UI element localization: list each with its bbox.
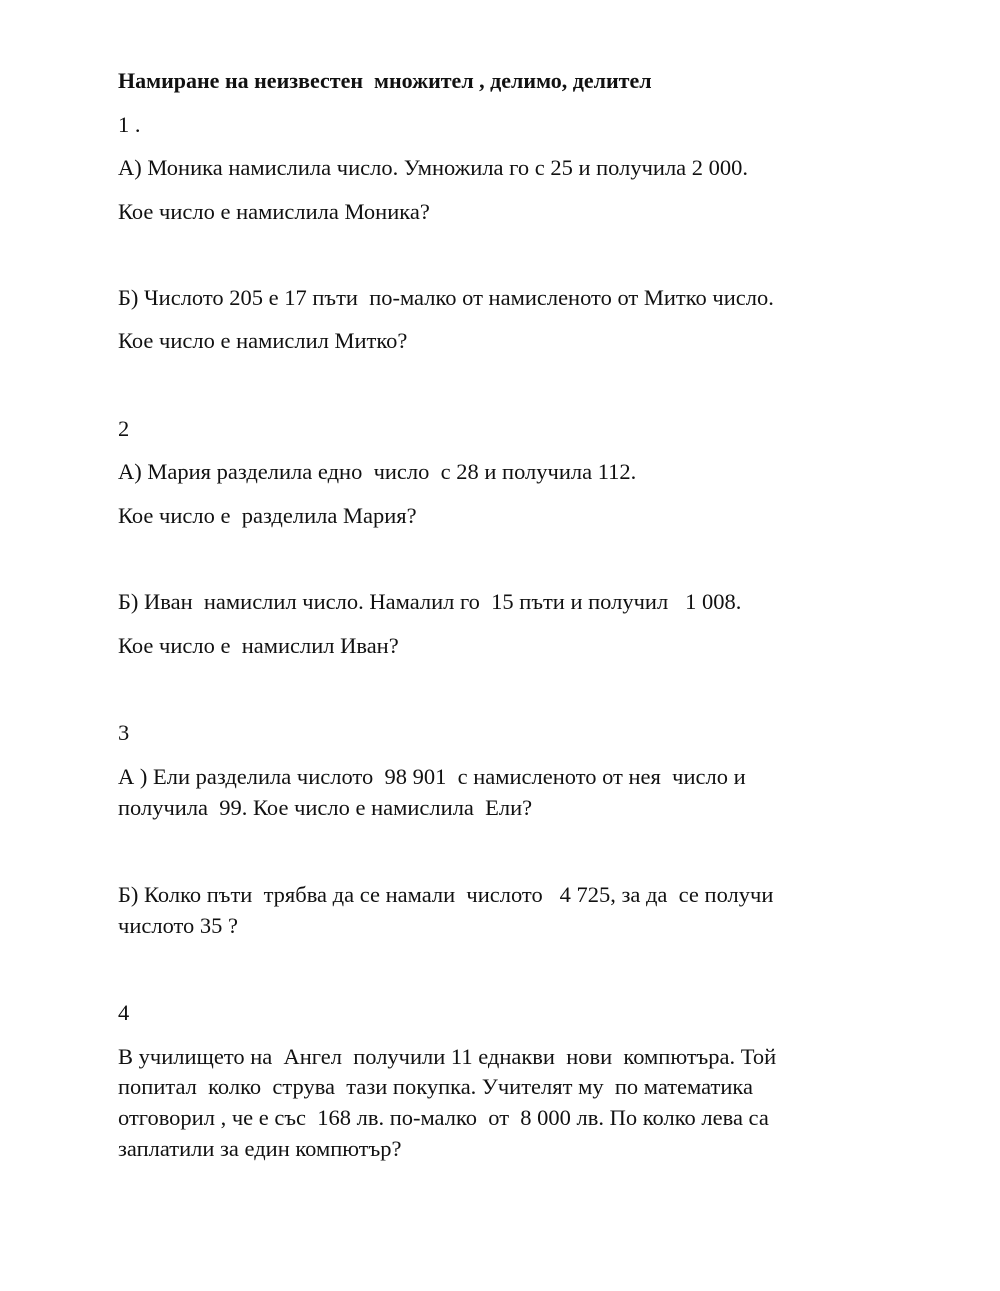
worksheet-title: Намиране на неизвестен множител , делимо, делител [118,68,652,93]
task-4-line-2: попитал колко струва тази покупка. Учителят му по математика [118,1074,753,1099]
task-1b-line-2: Кое число е намислил Митко? [118,328,408,353]
task-3b-line-1: Б) Колко пъти трябва да се намали числото 4 725, за да се получи [118,882,774,907]
task-1b-line-1: Б) Числото 205 е 17 пъти по-малко от намисленото от Митко число. [118,285,774,310]
task-2a-line-2: Кое число е разделила Мария? [118,503,417,528]
task-2b-line-1: Б) Иван намислил число. Намалил го 15 пъти и получил 1 008. [118,589,742,614]
task-2-number: 2 [118,416,130,441]
task-3-number: 3 [118,720,130,745]
task-4-line-1: В училището на Ангел получили 11 еднакви нови компютъра. Той [118,1044,777,1069]
task-1a-line-1: А) Моника намислила число. Умножила го с 25 и получила 2 000. [118,155,749,180]
task-2b-line-2: Кое число е намислил Иван? [118,633,399,658]
task-1-number: 1 . [118,112,141,137]
task-2a-line-1: А) Мария разделила едно число с 28 и получила 112. [118,459,637,484]
task-4-line-3: отговорил , че е със 168 лв. по-малко от 8 000 лв. По колко лева са [118,1105,769,1130]
task-4-number: 4 [118,1000,130,1025]
task-4-line-4: заплатили за един компютър? [118,1136,402,1161]
task-3a-line-1: А ) Ели разделила числото 98 901 с намисленото от нея число и [118,764,746,789]
task-3b-line-2: числото 35 ? [118,913,239,938]
task-3a-line-2: получила 99. Кое число е намислила Ели? [118,795,533,820]
task-1a-line-2: Кое число е намислила Моника? [118,199,430,224]
